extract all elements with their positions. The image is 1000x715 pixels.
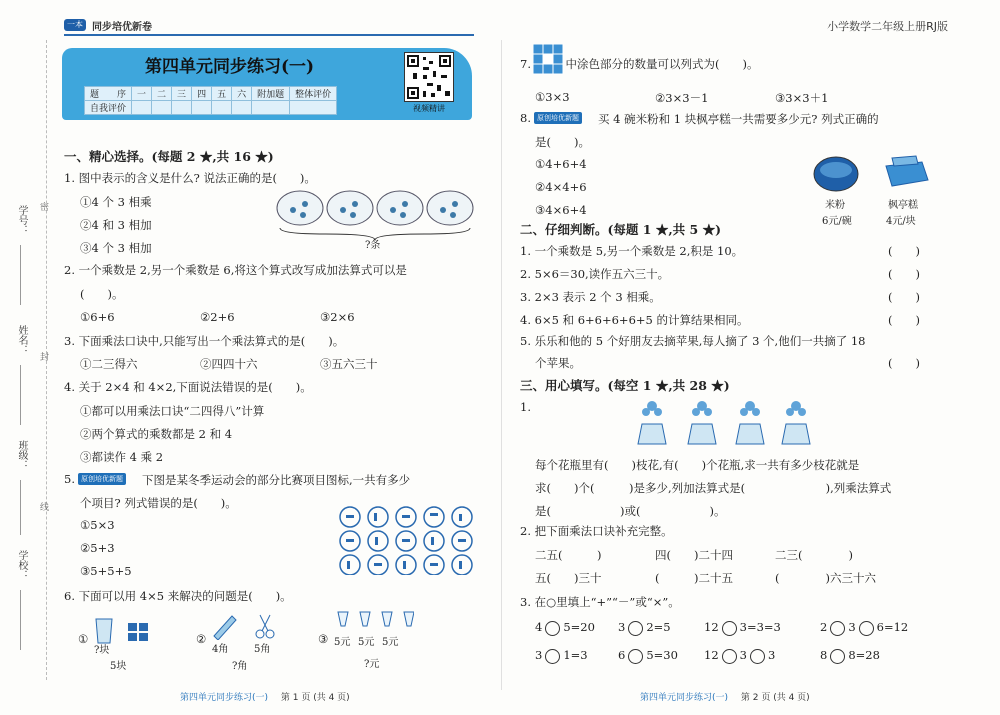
qr-code[interactable] bbox=[404, 52, 454, 102]
q6-c-total: ?元 bbox=[364, 659, 380, 670]
page-number: 第 1 页 (共 4 页) bbox=[280, 693, 350, 703]
q7-option[interactable]: ②3×3－1 bbox=[655, 91, 709, 105]
operator-blank[interactable] bbox=[722, 649, 737, 664]
seal-mark-3: 线 bbox=[40, 503, 50, 513]
score-cell[interactable] bbox=[172, 101, 192, 115]
operator-blank[interactable] bbox=[628, 649, 643, 664]
q6-c-price: 5元 bbox=[334, 637, 351, 648]
q1-option[interactable]: ③4 个 3 相加 bbox=[80, 241, 152, 255]
score-table bbox=[84, 86, 337, 115]
multiplication-rhyme[interactable]: 四( )二十四 bbox=[655, 548, 733, 562]
score-cell[interactable] bbox=[152, 101, 172, 115]
f2-text: 2. 把下面乘法口诀补充完整。 bbox=[520, 524, 673, 538]
q3-text: 3. 下面乘法口诀中,只能写出一个乘法算式的是( )。 bbox=[64, 334, 345, 348]
judge-answer[interactable]: ( ) bbox=[888, 244, 920, 258]
q6-b-price: 4角 bbox=[212, 644, 229, 655]
judge-item: 4. 6×5 和 6+6+6+6+5 的计算结果相同。 bbox=[520, 313, 749, 327]
q7-text: 7. 中涂色部分的数量可以列式为( )。 bbox=[520, 57, 759, 71]
top-rule bbox=[64, 34, 474, 36]
operator-blank[interactable] bbox=[545, 649, 560, 664]
q2-option[interactable]: ①6+6 bbox=[80, 310, 115, 324]
q2-option[interactable]: ③2×6 bbox=[320, 310, 355, 324]
q3-option[interactable]: ③五六三十 bbox=[320, 357, 378, 371]
shuttlecock-icons bbox=[334, 610, 414, 632]
judge-item: 1. 一个乘数是 5,另一个乘数是 2,积是 10。 bbox=[520, 244, 744, 258]
judge-answer[interactable]: ( ) bbox=[888, 356, 920, 370]
school-label: 学校： bbox=[16, 550, 27, 580]
operator-blank[interactable] bbox=[722, 621, 737, 636]
judge-item: 5. 乐乐和他的 5 个好朋友去摘苹果,每人摘了 3 个,他们一共摘了 18 bbox=[520, 334, 866, 348]
score-header: 四 bbox=[192, 87, 212, 101]
pencil-scissors-icon bbox=[210, 612, 280, 640]
page-divider bbox=[501, 40, 502, 690]
multiplication-rhyme[interactable]: 二五( ) bbox=[535, 548, 602, 562]
q7-option[interactable]: ③3×3＋1 bbox=[775, 91, 829, 105]
score-header: 三 bbox=[172, 87, 192, 101]
cake-price: 4元/块 bbox=[886, 216, 916, 227]
q5-option[interactable]: ①5×3 bbox=[80, 518, 115, 532]
q4-option[interactable]: ③都读作 4 乘 2 bbox=[80, 450, 164, 464]
page-title: 第四单元同步练习(一) bbox=[144, 57, 315, 77]
q6-text: 6. 下面可以用 4×5 来解决的问题是( )。 bbox=[64, 589, 292, 603]
name-label: 姓名： bbox=[16, 325, 27, 355]
original-question-tag: 原创培优新题 bbox=[534, 112, 582, 124]
rice-noodle-label: 米粉 bbox=[825, 200, 845, 211]
q1-text: 1. 图中表示的含义是什么? 说法正确的是( )。 bbox=[64, 171, 316, 185]
q6-b-price: 5角 bbox=[254, 644, 271, 655]
multiplication-rhyme[interactable]: 二三( ) bbox=[775, 548, 853, 562]
judge-answer[interactable]: ( ) bbox=[888, 313, 920, 327]
section-2-heading: 二、仔细判断。(每题 1 ★,共 5 ★) bbox=[520, 222, 721, 237]
f1-text-cont: 求( )个( )是多少,列加法算式是( ),列乘法算式 bbox=[535, 481, 892, 495]
operator-equation: 3 1=3 bbox=[535, 648, 588, 662]
flower-vases-figure bbox=[632, 396, 812, 448]
score-header: 题 序 bbox=[85, 87, 132, 101]
q5-option[interactable]: ②5+3 bbox=[80, 541, 115, 555]
name-field[interactable] bbox=[20, 365, 21, 425]
q8-number: 8. bbox=[520, 111, 531, 125]
q8-text: 买 4 碗米粉和 1 块枫亭糕一共需要多少元? 列式正确的 bbox=[598, 112, 879, 126]
score-cell[interactable] bbox=[212, 101, 232, 115]
page-number: 第 2 页 (共 4 页) bbox=[740, 693, 810, 703]
seal-mark-2: 封 bbox=[40, 353, 50, 363]
q2-text-cont: ( )。 bbox=[80, 287, 124, 301]
q4-option[interactable]: ①都可以用乘法口诀“二四得八”计算 bbox=[80, 404, 265, 418]
operator-equation: 3 2=5 bbox=[618, 620, 671, 634]
operator-blank[interactable] bbox=[545, 621, 560, 636]
qr-caption: 视频精讲 bbox=[413, 104, 445, 113]
q6-option-marker[interactable]: ③ bbox=[318, 632, 329, 646]
brand-name: 同步培优新卷 bbox=[92, 22, 152, 33]
judge-answer[interactable]: ( ) bbox=[888, 290, 920, 304]
score-cell[interactable] bbox=[192, 101, 212, 115]
footer-left bbox=[180, 690, 350, 703]
fishbowl-icon bbox=[277, 191, 473, 225]
self-eval-label: 自我评价 bbox=[85, 101, 132, 115]
q3-option[interactable]: ①二三得六 bbox=[80, 357, 138, 371]
q6-a-label: ?块 bbox=[94, 645, 110, 656]
brand-badge: 一本 bbox=[64, 19, 86, 31]
original-question-tag: 原创培优新题 bbox=[78, 473, 126, 485]
q4-text: 4. 关于 2×4 和 4×2,下面说法错误的是( )。 bbox=[64, 380, 312, 394]
q8-option[interactable]: ①4+6+4 bbox=[535, 157, 587, 171]
q6-a-total: 5块 bbox=[110, 661, 127, 672]
subject-label: 小学数学二年级上册RJ版 bbox=[827, 20, 948, 33]
operator-blank[interactable] bbox=[750, 649, 765, 664]
q2-text: 2. 一个乘数是 2,另一个乘数是 6,将这个算式改写成加法算式可以是 bbox=[64, 263, 407, 277]
food-figure bbox=[812, 152, 932, 194]
q6-option-marker[interactable]: ② bbox=[196, 632, 207, 646]
q8-option[interactable]: ③4×6+4 bbox=[535, 203, 587, 217]
operator-equation: 4 5=20 bbox=[535, 620, 595, 634]
operator-blank[interactable] bbox=[830, 649, 845, 664]
q5-option[interactable]: ③5+5+5 bbox=[80, 564, 132, 578]
q1-option[interactable]: ①4 个 3 相乘 bbox=[80, 195, 152, 209]
f1-text: 每个花瓶里有( )枝花,有( )个花瓶,求一共有多少枝花就是 bbox=[535, 458, 860, 472]
footer-title: 第四单元同步练习(一) bbox=[640, 693, 729, 703]
footer-title: 第四单元同步练习(一) bbox=[180, 693, 269, 703]
q5-text-cont: 个项目? 列式错误的是( )。 bbox=[80, 496, 237, 510]
footer-right bbox=[640, 690, 810, 703]
q5-text: 下图是某冬季运动会的部分比赛项目图标,一共有多少 bbox=[142, 473, 411, 487]
section-3-heading: 三、用心填写。(每空 1 ★,共 28 ★) bbox=[520, 378, 730, 393]
score-header: 一 bbox=[132, 87, 152, 101]
class-label: 班级： bbox=[16, 440, 27, 470]
q4-option[interactable]: ②两个算式的乘数都是 2 和 4 bbox=[80, 427, 233, 441]
score-cell[interactable] bbox=[232, 101, 252, 115]
sports-icons-grid bbox=[338, 505, 478, 575]
score-header: 六 bbox=[232, 87, 252, 101]
q3-option[interactable]: ②四四十六 bbox=[200, 357, 258, 371]
class-field[interactable] bbox=[20, 480, 21, 535]
operator-blank[interactable] bbox=[830, 621, 845, 636]
multiplication-rhyme[interactable]: 五( )三十 bbox=[535, 571, 602, 585]
q7-option[interactable]: ①3×3 bbox=[535, 90, 570, 104]
score-header: 二 bbox=[152, 87, 172, 101]
student-number-label: 学号： bbox=[16, 205, 27, 235]
f3-text: 3. 在○里填上“+”“－”或“×”。 bbox=[520, 595, 680, 609]
cake-label: 枫亭糕 bbox=[888, 200, 918, 211]
score-header: 附加题 bbox=[252, 87, 290, 101]
operator-equation: 2 3 6=12 bbox=[820, 620, 909, 634]
operator-blank[interactable] bbox=[859, 621, 874, 636]
operator-blank[interactable] bbox=[628, 621, 643, 636]
judge-item-cont: 个苹果。 bbox=[535, 356, 581, 370]
q1-figure-label: ?条 bbox=[365, 240, 381, 251]
multiplication-rhyme[interactable]: ( )二十五 bbox=[655, 571, 733, 585]
score-header: 整体评价 bbox=[290, 87, 337, 101]
judge-item: 2. 5×6＝30,读作五六三十。 bbox=[520, 267, 670, 281]
q8-text-cont: 是( )。 bbox=[535, 135, 590, 149]
f1-number: 1. bbox=[520, 400, 531, 414]
f1-text-cont: 是( )或( )。 bbox=[535, 504, 726, 518]
score-header: 五 bbox=[212, 87, 232, 101]
student-number-field[interactable] bbox=[20, 245, 21, 305]
operator-equation: 12 3 3 bbox=[704, 648, 776, 662]
seal-mark-1: 密 bbox=[40, 203, 50, 213]
q6-c-price: 5元 bbox=[358, 637, 375, 648]
q5-number: 5. bbox=[64, 472, 75, 486]
rice-noodle-price: 6元/碗 bbox=[822, 216, 852, 227]
q8-option[interactable]: ②4×4+6 bbox=[535, 180, 587, 194]
operator-equation: 8 8=28 bbox=[820, 648, 880, 662]
section-1-heading: 一、精心选择。(每题 2 ★,共 16 ★) bbox=[64, 149, 274, 164]
judge-answer[interactable]: ( ) bbox=[888, 267, 920, 281]
operator-equation: 12 3=3=3 bbox=[704, 620, 781, 634]
q6-c-price: 5元 bbox=[382, 637, 399, 648]
score-cell[interactable] bbox=[290, 101, 337, 115]
school-field[interactable] bbox=[20, 590, 21, 650]
q1-option[interactable]: ②4 和 3 相加 bbox=[80, 218, 152, 232]
score-cell[interactable] bbox=[252, 101, 290, 115]
operator-equation: 6 5=30 bbox=[618, 648, 678, 662]
judge-item: 3. 2×3 表示 2 个 3 相乘。 bbox=[520, 290, 661, 304]
q2-option[interactable]: ②2+6 bbox=[200, 310, 235, 324]
q6-b-total: ?角 bbox=[232, 661, 248, 672]
q6-option-marker[interactable]: ① bbox=[78, 632, 89, 646]
multiplication-rhyme[interactable]: ( )六三十六 bbox=[775, 571, 876, 585]
score-cell[interactable] bbox=[132, 101, 152, 115]
